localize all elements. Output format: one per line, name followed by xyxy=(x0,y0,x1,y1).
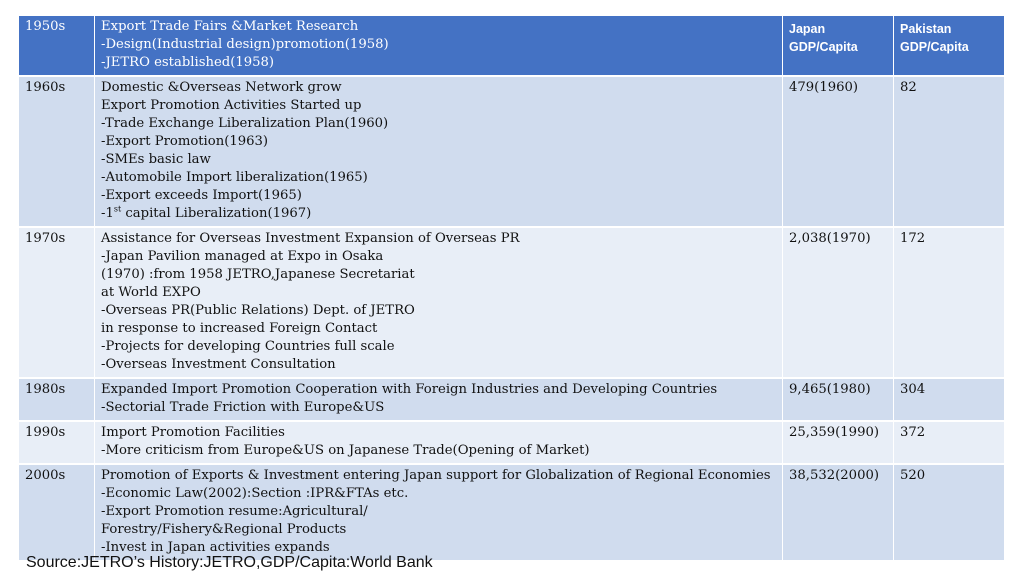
activity-line: -SMEs basic law xyxy=(101,152,211,167)
japan-gdp-cell: 9,465(1980) xyxy=(783,378,894,421)
table-row xyxy=(19,378,1005,421)
activities-cell xyxy=(95,464,783,561)
table-row xyxy=(19,76,1005,227)
activity-line: Import Promotion Facilities xyxy=(101,425,285,440)
decade-cell: 1960s xyxy=(19,76,95,227)
history-table xyxy=(18,16,1005,562)
activities-cell xyxy=(95,421,783,464)
table-row xyxy=(19,421,1005,464)
activity-line: Assistance for Overseas Investment Expansion of Overseas PR xyxy=(101,231,520,246)
activity-line: -Sectorial Trade Friction with Europe&US xyxy=(101,400,385,415)
activity-line: at World EXPO xyxy=(101,285,201,300)
history-table-container xyxy=(18,16,1004,562)
activity-line: in response to increased Foreign Contact xyxy=(101,321,378,336)
activities-cell xyxy=(95,227,783,378)
activity-line: -Projects for developing Countries full scale xyxy=(101,339,395,354)
activities-cell xyxy=(95,16,783,76)
activity-line: -Economic Law(2002):Section :IPR&FTAs etc. xyxy=(101,486,409,501)
decade-cell: 1980s xyxy=(19,378,95,421)
activity-line: Forestry/Fishery&Regional Products xyxy=(101,522,347,537)
activity-line: -Export exceeds Import(1965) xyxy=(101,188,302,203)
activity-line: -Overseas PR(Public Relations) Dept. of JETRO xyxy=(101,303,415,318)
activity-line: Export Promotion Activities Started up xyxy=(101,98,362,113)
activity-line: -Trade Exchange Liberalization Plan(1960) xyxy=(101,116,389,131)
activity-line: Expanded Import Promotion Cooperation with Foreign Industries and Developing Countries xyxy=(101,382,718,397)
activity-line: -1st capital Liberalization(1967) xyxy=(101,204,312,221)
pakistan-gdp-cell: 520 xyxy=(894,464,1005,561)
activity-line: -Overseas Investment Consultation xyxy=(101,357,336,372)
table-row xyxy=(19,16,1005,76)
japan-gdp-cell: 2,038(1970) xyxy=(783,227,894,378)
activity-line: -Invest in Japan activities expands xyxy=(101,540,330,555)
decade-cell: 2000s xyxy=(19,464,95,561)
source-note: Source:JETRO’s History:JETRO,GDP/Capita:World Bank xyxy=(26,554,433,571)
japan-gdp-cell: 38,532(2000) xyxy=(783,464,894,561)
japan-gdp-header: Japan GDP/Capita xyxy=(783,16,894,76)
activities-cell xyxy=(95,378,783,421)
activity-line: -More criticism from Europe&US on Japanese Trade(Opening of Market) xyxy=(101,443,590,458)
pakistan-gdp-cell: 172 xyxy=(894,227,1005,378)
activity-line: Promotion of Exports & Investment entering Japan support for Globalization of Regional Economies xyxy=(101,468,771,483)
table-row xyxy=(19,227,1005,378)
japan-gdp-cell: 479(1960) xyxy=(783,76,894,227)
decade-cell: 1970s xyxy=(19,227,95,378)
activities-cell xyxy=(95,76,783,227)
pakistan-gdp-cell: 82 xyxy=(894,76,1005,227)
pakistan-gdp-header: Pakistan GDP/Capita xyxy=(894,16,1005,76)
pakistan-gdp-cell: 372 xyxy=(894,421,1005,464)
table-row xyxy=(19,464,1005,561)
activity-line: Export Trade Fairs &Market Research xyxy=(101,19,359,34)
japan-gdp-cell: 25,359(1990) xyxy=(783,421,894,464)
activity-line: -Japan Pavilion managed at Expo in Osaka xyxy=(101,249,384,264)
decade-cell: 1990s xyxy=(19,421,95,464)
decade-cell: 1950s xyxy=(19,16,95,76)
activity-line: (1970) :from 1958 JETRO,Japanese Secretariat xyxy=(101,267,415,282)
activity-line: -Export Promotion resume:Agricultural/ xyxy=(101,504,368,519)
activity-line: -JETRO established(1958) xyxy=(101,55,275,70)
activity-line: -Design(Industrial design)promotion(1958) xyxy=(101,37,389,52)
activity-line: -Export Promotion(1963) xyxy=(101,134,269,149)
activity-line: Domestic &Overseas Network grow xyxy=(101,80,342,95)
pakistan-gdp-cell: 304 xyxy=(894,378,1005,421)
activity-line: -Automobile Import liberalization(1965) xyxy=(101,170,368,185)
